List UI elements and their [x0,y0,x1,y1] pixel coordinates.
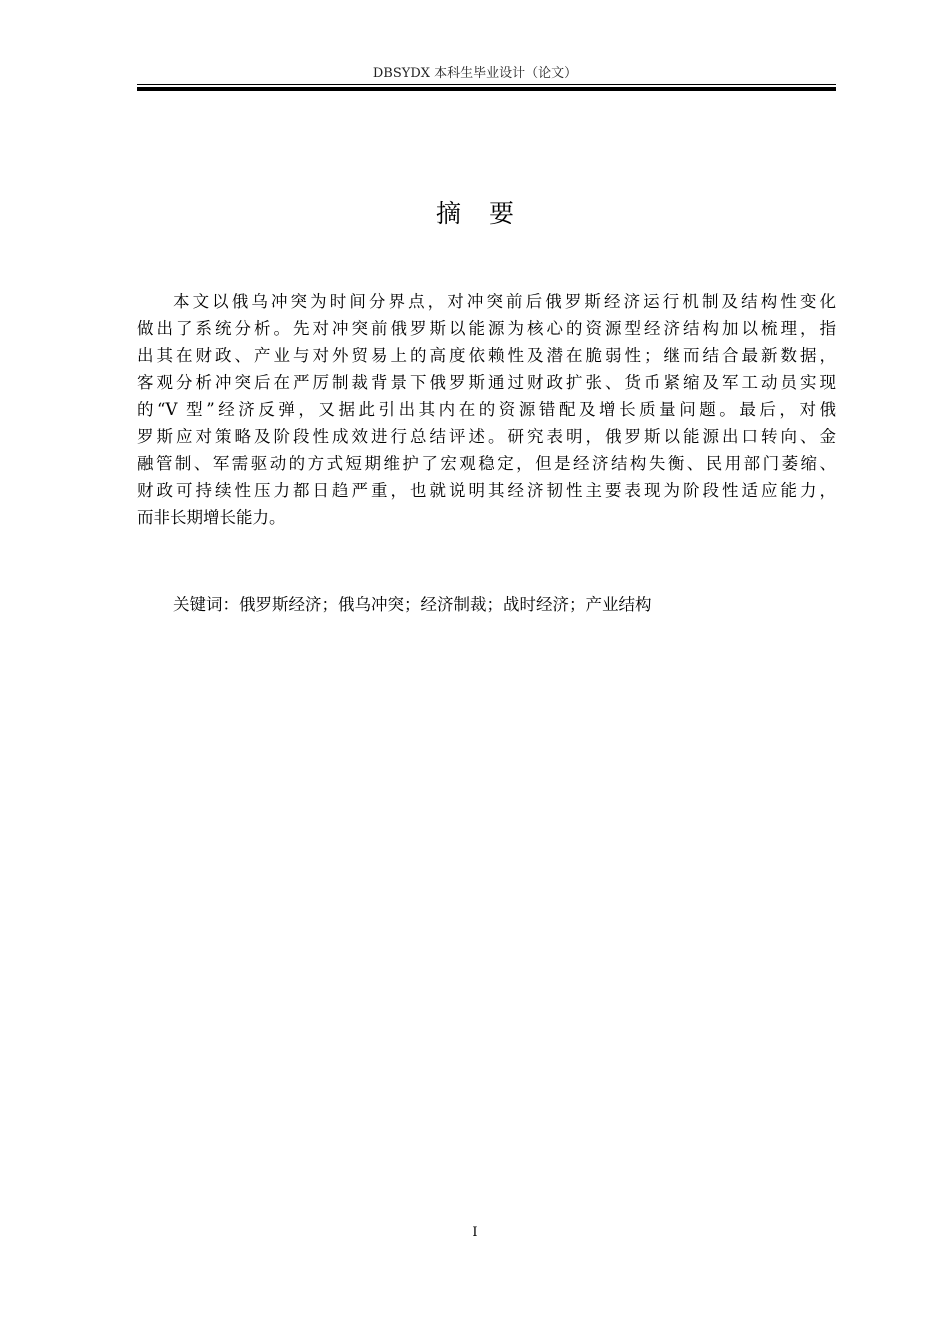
abstract-title: 摘 要 [436,199,524,228]
abstract-line: 而非长期增长能力。 [137,508,286,527]
abstract-body [137,288,836,531]
abstract-line: 做出了系统分析。先对冲突前俄罗斯以能源为核心的资源型经济结构加以梳理，指 [137,319,836,338]
abstract-line: 出其在财政、产业与对外贸易上的高度依赖性及潜在脆弱性；继而结合最新数据， [137,346,836,365]
abstract-line: 的“V 型”经济反弹，又据此引出其内在的资源错配及增长质量问题。最后，对俄 [137,400,836,419]
abstract-line: 罗斯应对策略及阶段性成效进行总结评述。研究表明，俄罗斯以能源出口转向、金 [137,427,836,446]
header-rule-thin [137,84,836,85]
page-header: DBSYDX 本科生毕业设计（论文） [372,66,578,81]
abstract-line: 客观分析冲突后在严厉制裁背景下俄罗斯通过财政扩张、货币紧缩及军工动员实现 [137,373,836,392]
abstract-line: 融管制、军需驱动的方式短期维护了宏观稳定，但是经济结构失衡、民用部门萎缩、 [137,454,836,473]
abstract-line: 财政可持续性压力都日趋严重，也就说明其经济韧性主要表现为阶段性适应能力， [137,481,836,500]
header-rule-thick [137,87,836,91]
keywords-line: 关键词：俄罗斯经济；俄乌冲突；经济制裁；战时经济；产业结构 [173,595,652,614]
page-number: I [472,1225,478,1240]
abstract-line: 本文以俄乌冲突为时间分界点，对冲突前后俄罗斯经济运行机制及结构性变化 [173,292,836,311]
